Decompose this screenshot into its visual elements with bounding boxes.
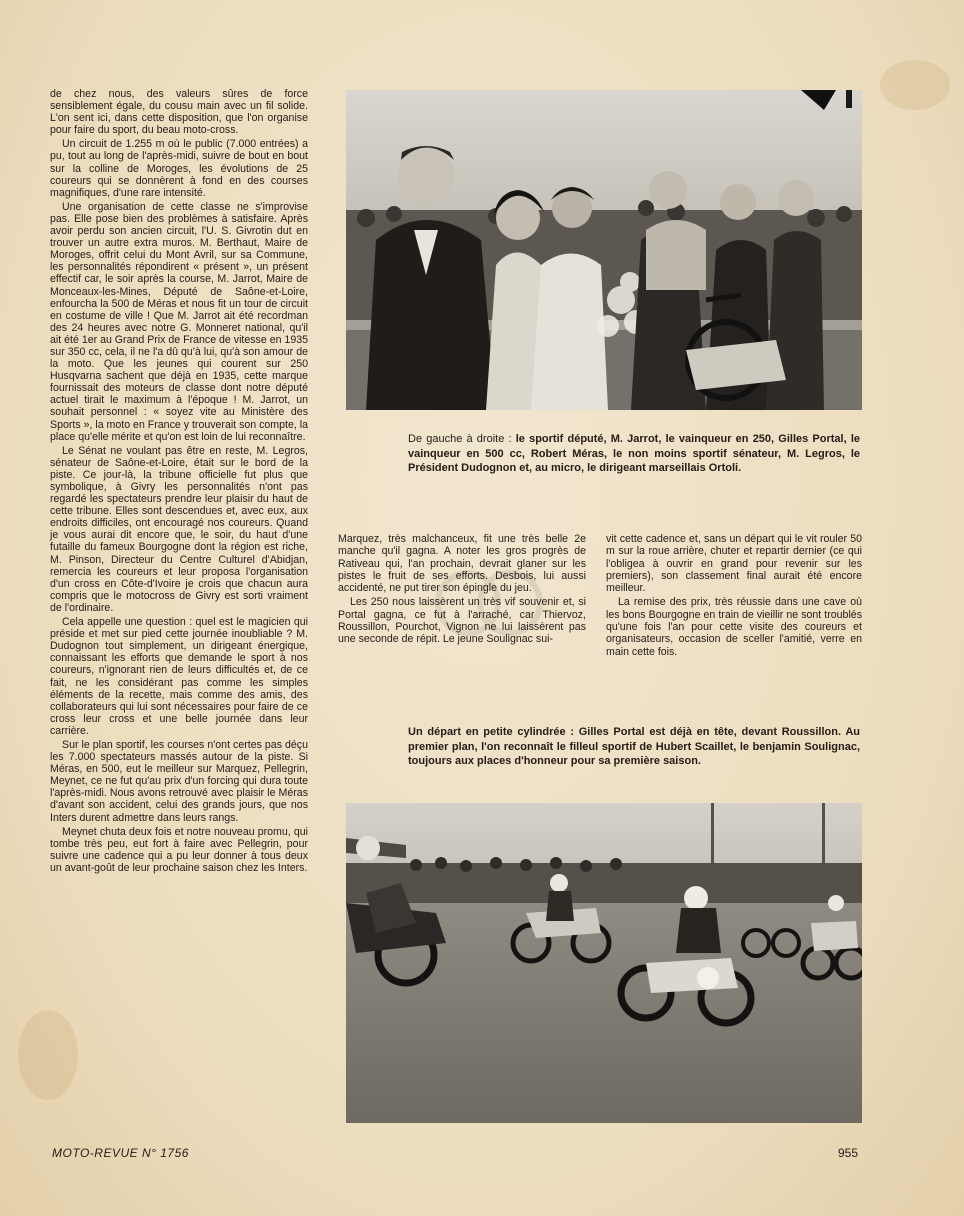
paper-stain <box>18 1010 78 1100</box>
podium-group-photo <box>346 90 862 410</box>
page-number: 955 <box>838 1146 859 1160</box>
article-paragraph: La remise des prix, très réussie dans une cave où les bons Bourgogne en train de vieillir ne sont troublés qu'une fois l'an pour cette visite des coureurs et organisateurs, occasion de sceller l'amitié, verre en main cette fois. <box>606 596 862 658</box>
podium-group-illustration <box>346 90 862 410</box>
article-paragraph: Sur le plan sportif, les courses n'ont certes pas déçu les 7.000 spectateurs massés autour de la piste. Si Méras, en 500, eut le meilleur sur Marquez, Pellegrin, Meynet, ce ne fut qu'au prix d'un forcing qui dura toute l'après-midi. Nous avons retrouvé avec plaisir le Méras d'avant son accident, celui des grands jours, que nos Inters durent admettre dans leurs rangs. <box>50 738 308 824</box>
race-start-photo <box>346 803 862 1123</box>
left-article-column <box>50 88 308 876</box>
article-paragraph: Marquez, très malchanceux, fit une très belle 2e manche qu'il gagna. A noter les gros progrès de Rativeau qui, l'an prochain, devrait glaner sur les pistes le fruit de ses efforts. Desbois, lui aussi accidenté, ne put tirer son épingle du jeu. <box>338 533 586 595</box>
article-paragraph: vit cette cadence et, sans un départ qui le vit rouler 50 m sur la roue arrière, chuter et repartir dernier (ce qui l'obligea à ouvrir en grand pour revenir sur les premiers), son classement final aurait été encore meilleur. <box>606 533 862 595</box>
right-article-column <box>606 533 862 660</box>
caption-lead: De gauche à droite : <box>408 433 516 445</box>
article-paragraph: Un circuit de 1.255 m où le public (7.000 entrées) a pu, tout au long de l'après-midi, suivre de bout en bout sur la colline de Moroges, les évolutions de 25 coureurs qui se donnèrent à fond en des courses magnifiques, d'une rare intensité. <box>50 138 308 199</box>
article-paragraph: Une organisation de cette classe ne s'improvise pas. Elle pose bien des problèmes à satisfaire. Après avoir perdu son ancien circuit, l'U. S. Givrotin dut en trouver un autre extra muros. M. Berthaut, Maire de Moroges, offrit celui du Mont Avril, sur sa Commune, les personnalités répondirent « présent », un présent effectif car, le soir après la course, M. Jarrot, Maire de Monceaux-les-Mines, Député de Saône-et-Loire, enfourcha la 500 de Méras et nous fit un tour de circuit en costume de ville ! Que M. Jarrot ait été recordman des 24 heures avec notre G. Monneret national, qu'il ait été 1er au Grand Prix de France de vitesse en 1935 sur 350 cc, cela, il ne l'a dû qu'à lui, qu'à son amour de la moto. Que les jeunes qui courent sur 250 Husqvarna sachent que déjà en 1935, cette marque fournissait des moteurs de classe dont notre député actuel tirait le maximum à l'époque ! M. Jarrot, un souhait personnel : « soyez vite au Ministère des Sports », la moto en France y trouverait son compte, la place qu'elle mérite et qu'on est loin de lui reconnaître. <box>50 200 308 443</box>
article-paragraph: Le Sénat ne voulant pas être en reste, M. Legros, sénateur de Saône-et-Loire, était sur le bord de la piste. Ce jour-là, la tribune officielle fut plus que symbolique, à Givry les personnalités n'ont pas regardé les spectateurs prendre leur plaisir du haut de cette tribune. Elles sont descendues et, avec eux, aux endroits difficiles, ont encouragé nos coureurs. Quand je vous aurai dit encore que, le soir, du haut d'une futaille du fameux Bourgogne dont la région est riche, M. Pinson, Directeur du Centre Culturel d'Abidjan, remercia les coureurs et leur proposa l'organisation d'un cross en Côte-d'Ivoire je crois que chacun aura compris que le motocross de Givry est sorti vraiment de l'ordinaire. <box>50 444 308 614</box>
watermark-logo <box>428 563 548 643</box>
photo-caption-bottom: Un départ en petite cylindrée : Gilles Portal est déjà en tête, devant Roussillon. Au premier plan, l'on reconnaît le filleul sportif de Hubert Scaillet, le benjamin Soulignac, toujours aux places d'honneur pour sa première saison. <box>408 726 860 768</box>
article-paragraph: de chez nous, des valeurs sûres de force sensiblement égale, du cousu main avec un fil solide. L'on sent ici, dans cette disposition, que l'on organise pour faire du sport, du beau moto-cross. <box>50 88 308 137</box>
article-paragraph: Cela appelle une question : quel est le magicien qui préside et met sur pied cette journée inoubliable ? M. Dudognon tout simplement, un dirigeant énergique, connaissant les efforts que demande le sport à nos coureurs, n'ignorant rien de leurs difficultés et, de ce fait, ne les considérant pas comme les simples éléments de la recette, mais comme des amis, des collaborateurs qui lui sont nécessaires pour faire de ce cross leur cross et une belle journée dans leur carrière. <box>50 616 308 737</box>
article-paragraph: Meynet chuta deux fois et notre nouveau promu, qui tombe très peu, eut fort à faire avec Pellegrin, pour suivre une cadence qui a pu leur donner à tous deux un avant-goût de leur prochaine saison chez les Inters. <box>50 825 308 874</box>
photo-caption-top <box>408 432 860 476</box>
paper-stain <box>880 60 950 110</box>
race-start-illustration <box>346 803 862 1123</box>
caption-text: le sportif député, M. Jarrot, le vainqueur en 250, Gilles Portal, le vainqueur en 500 cc, Robert Méras, le non moins sportif sénateur, M. Legros, le Président Dudognon et, au micro, le dirigeant marseillais Ortoli. <box>408 433 860 475</box>
article-paragraph: Les 250 nous laissèrent un très vif souvenir et, si Portal gagna, ce fut à l'arraché, car Thiervoz, Roussillon, Pourchot, Vignon ne lui laissèrent pas une seconde de répit. Le jeune Soulignac sui- <box>338 596 586 646</box>
magazine-footer: MOTO-REVUE N° 1756 <box>52 1146 189 1160</box>
